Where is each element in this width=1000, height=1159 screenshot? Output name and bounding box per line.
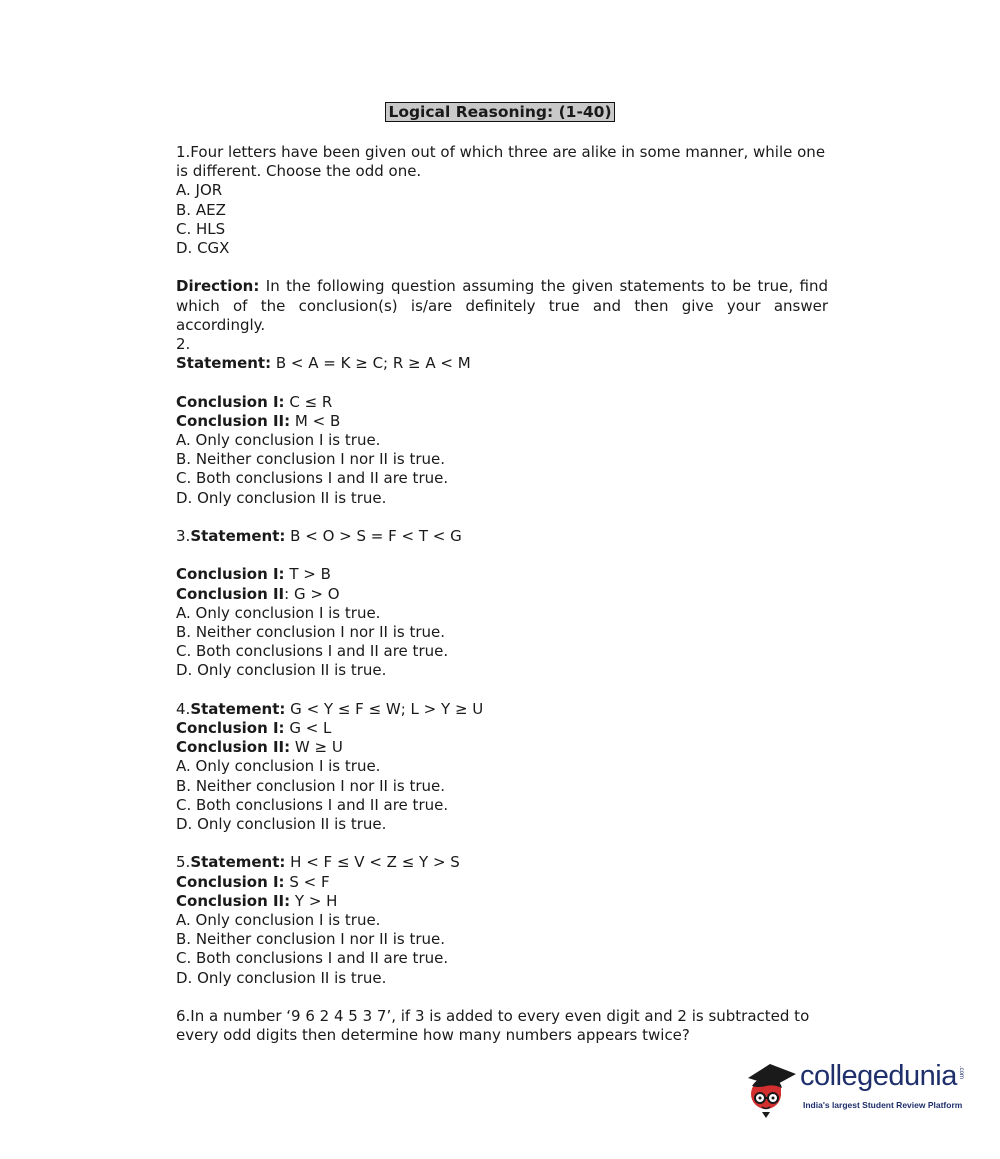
- question-2-option-a: A. Only conclusion I is true.: [176, 431, 381, 450]
- question-5-option-a: A. Only conclusion I is true.: [176, 911, 381, 930]
- question-5-conclusion-1: [176, 873, 828, 892]
- question-3-conclusion-1: [176, 565, 828, 584]
- conclusion-text: S < F: [284, 872, 330, 891]
- question-2: [176, 335, 828, 508]
- question-4-option-d: D. Only conclusion II is true.: [176, 815, 387, 834]
- question-5-option-c: C. Both conclusions I and II are true.: [176, 949, 449, 968]
- conclusion-label: Conclusion I:: [176, 392, 285, 411]
- question-6: [176, 1007, 828, 1045]
- conclusion-text: G < L: [284, 719, 332, 738]
- question-number: 5.: [176, 853, 191, 872]
- question-2-conclusion-2: [176, 412, 828, 431]
- question-1-option-a: A. JOR: [176, 181, 223, 200]
- question-number: 3.: [176, 527, 191, 546]
- conclusion-label: Conclusion I:: [176, 872, 285, 891]
- conclusion-text: W ≥ U: [290, 738, 343, 757]
- question-1: [176, 143, 828, 258]
- conclusion-label: Conclusion II:: [176, 891, 291, 910]
- direction-text: In the following question assuming the given statements to be true, find which of the conclusion(s) is/are definitely true and then give your answer accordingly.: [176, 277, 828, 334]
- question-1-option-c: C. HLS: [176, 219, 226, 238]
- conclusion-text: M < B: [290, 411, 341, 430]
- question-1-text: 1.Four letters have been given out of which three are alike in some manner, while one is different. Choose the odd one.: [176, 143, 826, 181]
- question-3-conclusion-2: [176, 585, 828, 604]
- conclusion-label: Conclusion II:: [176, 738, 291, 757]
- question-5-conclusion-2: [176, 892, 828, 911]
- logo-tagline: India's largest Student Review Platform: [803, 1100, 963, 1110]
- question-number: 4.: [176, 699, 191, 718]
- question-5-option-d: D. Only conclusion II is true.: [176, 968, 387, 987]
- question-2-conclusion-1: [176, 393, 828, 412]
- question-6-text: 6.In a number ‘9 6 2 4 5 3 7’, if 3 is added to every even digit and 2 is subtracted to every odd digits then determine how many numbers appears twice?: [176, 1007, 810, 1045]
- question-4-option-c: C. Both conclusions I and II are true.: [176, 795, 449, 814]
- collegedunia-logo: [740, 1052, 970, 1122]
- question-5-statement: [176, 853, 828, 872]
- question-5-option-b: B. Neither conclusion I nor II is true.: [176, 930, 446, 949]
- direction-label: Direction:: [176, 277, 260, 296]
- question-1-option-d: D. CGX: [176, 239, 230, 258]
- statement-label: Statement:: [190, 699, 286, 718]
- page-title-text: Logical Reasoning: (1-40): [385, 102, 614, 122]
- question-3-statement: [176, 527, 828, 546]
- question-5: [176, 853, 828, 987]
- conclusion-label: Conclusion II: [176, 584, 285, 603]
- conclusion-label: Conclusion I:: [176, 719, 285, 738]
- statement-text: B < O > S = F < T < G: [285, 527, 462, 546]
- question-3-option-b: B. Neither conclusion I nor II is true.: [176, 623, 446, 642]
- mascot-icon: [740, 1052, 800, 1122]
- question-3: [176, 527, 828, 681]
- logo-dotcom: .com: [958, 1066, 964, 1080]
- statement-text: G < Y ≤ F ≤ W; L > Y ≥ U: [285, 699, 484, 718]
- conclusion-text: Y > H: [290, 891, 338, 910]
- question-4-conclusion-2: [176, 738, 828, 757]
- page-title: [0, 103, 1000, 121]
- statement-label: Statement:: [176, 354, 272, 373]
- question-2-statement: [176, 354, 828, 373]
- question-3-option-c: C. Both conclusions I and II are true.: [176, 642, 449, 661]
- question-2-option-b: B. Neither conclusion I nor II is true.: [176, 450, 446, 469]
- question-3-option-a: A. Only conclusion I is true.: [176, 603, 381, 622]
- question-2-option-d: D. Only conclusion II is true.: [176, 488, 387, 507]
- conclusion-text: : G > O: [284, 584, 340, 603]
- conclusion-text: C ≤ R: [284, 392, 333, 411]
- logo-wordmark: collegedunia: [800, 1060, 957, 1092]
- statement-text: B < A = K ≥ C; R ≥ A < M: [271, 354, 471, 373]
- conclusion-text: T > B: [284, 565, 331, 584]
- statement-text: H < F ≤ V < Z ≤ Y > S: [285, 853, 460, 872]
- direction-paragraph: [176, 277, 828, 335]
- question-4: [176, 700, 828, 834]
- statement-label: Statement:: [190, 853, 286, 872]
- question-1-option-b: B. AEZ: [176, 200, 226, 219]
- conclusion-label: Conclusion II:: [176, 411, 291, 430]
- questions-content: [176, 143, 828, 1045]
- question-4-statement: [176, 700, 828, 719]
- question-3-option-d: D. Only conclusion II is true.: [176, 661, 387, 680]
- statement-label: Statement:: [190, 527, 286, 546]
- question-2-number: 2.: [176, 335, 191, 354]
- question-4-conclusion-1: [176, 719, 828, 738]
- question-2-option-c: C. Both conclusions I and II are true.: [176, 469, 449, 488]
- question-4-option-b: B. Neither conclusion I nor II is true.: [176, 776, 446, 795]
- question-4-option-a: A. Only conclusion I is true.: [176, 757, 381, 776]
- conclusion-label: Conclusion I:: [176, 565, 285, 584]
